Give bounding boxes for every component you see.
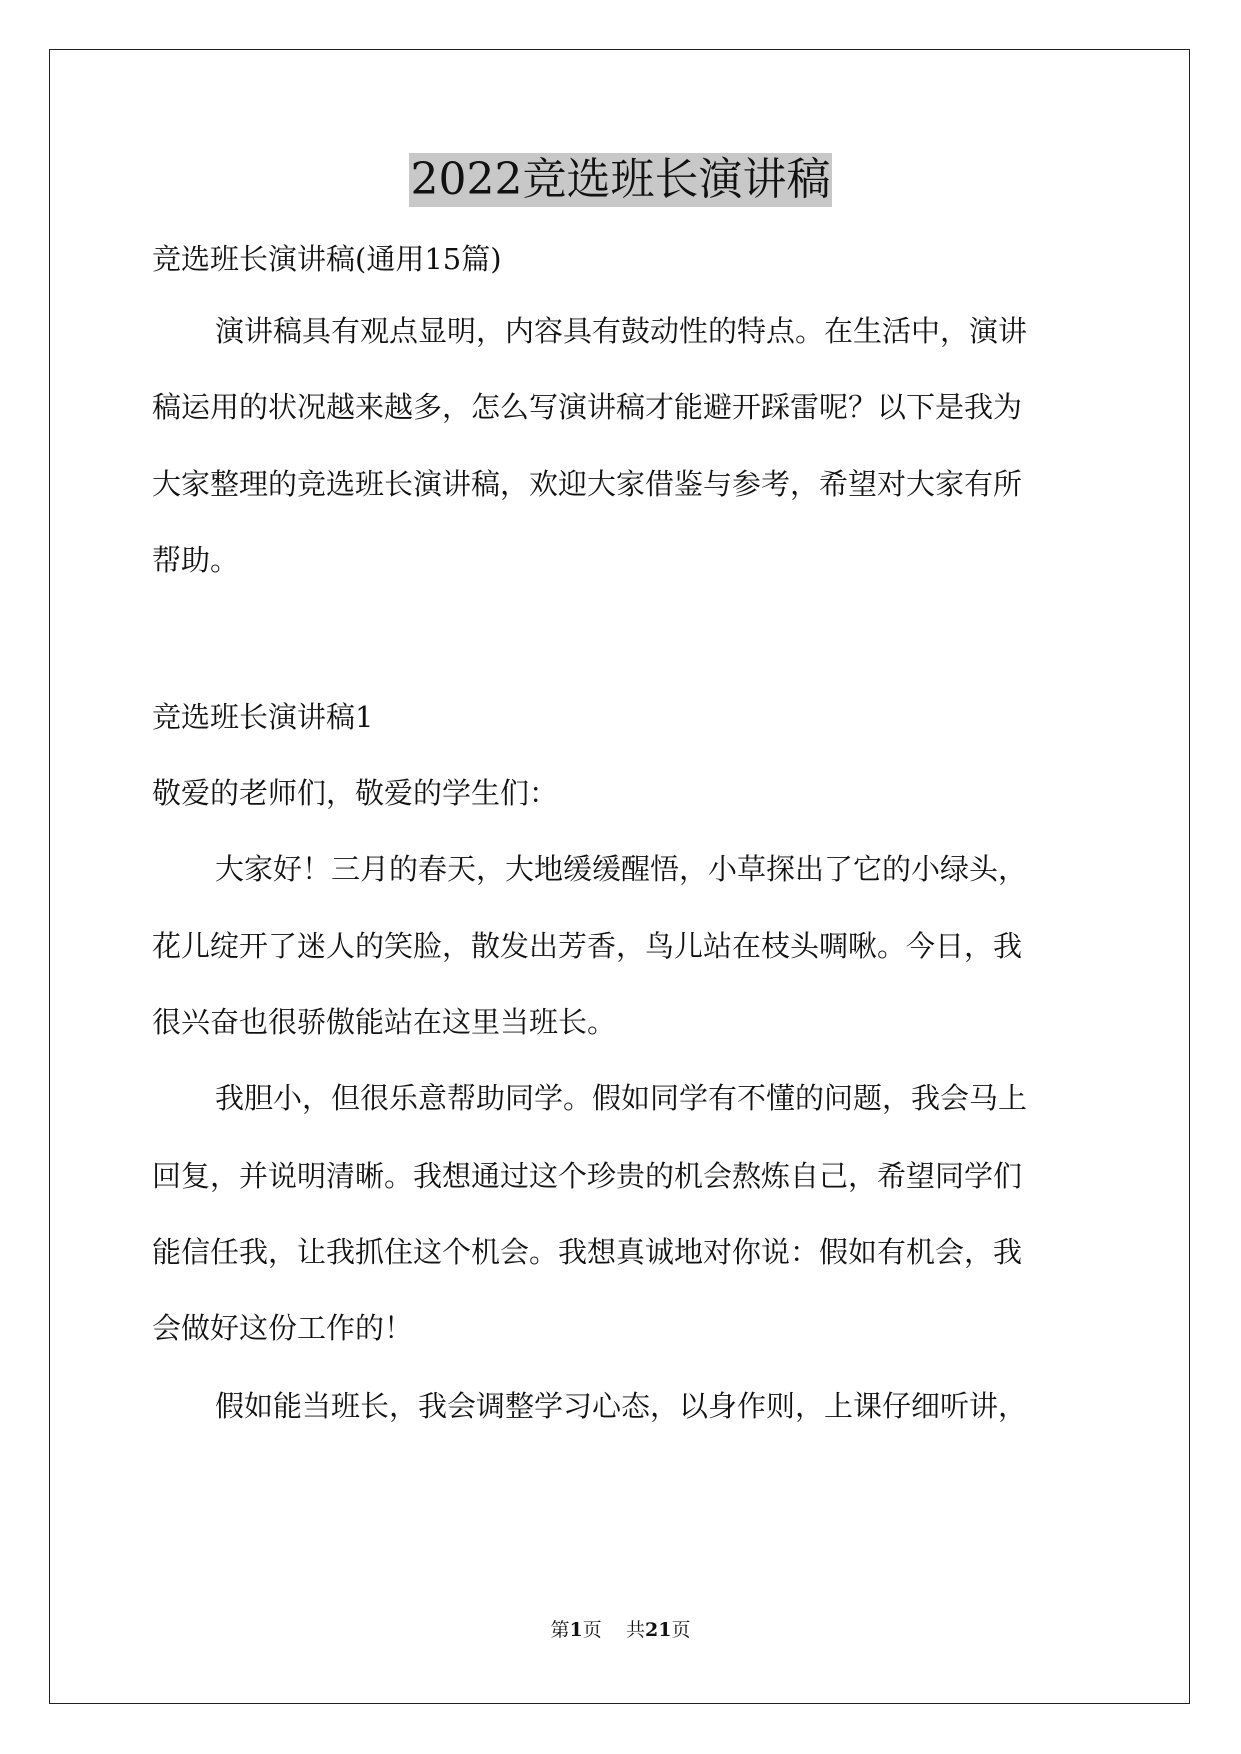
paragraph2-line-2: 回复，并说明清晰。我想通过这个珍贵的机会熬炼自己，希望同学们: [152, 1159, 1023, 1193]
footer-page-suffix: 页: [582, 1619, 602, 1641]
footer-total-prefix: 共: [625, 1619, 645, 1641]
footer-page-number: 1: [569, 1619, 583, 1641]
document-title-text: 2022竞选班长演讲稿: [410, 154, 831, 205]
paragraph1-line-3: 很兴奋也很骄傲能站在这里当班长。: [152, 1005, 617, 1039]
footer-total-pages: 21: [644, 1619, 672, 1641]
paragraph2-line-1: 我胆小，但很乐意帮助同学。假如同学有不懂的问题，我会马上: [215, 1081, 1028, 1115]
document-title: [0, 153, 1241, 207]
salutation: 敬爱的老师们，敬爱的学生们：: [152, 776, 559, 810]
intro-line-4: 帮助。: [152, 543, 240, 577]
paragraph2-line-3: 能信任我，让我抓住这个机会。我想真诚地对你说：假如有机会，我: [152, 1235, 1023, 1269]
intro-line-3: 大家整理的竞选班长演讲稿，欢迎大家借鉴与参考，希望对大家有所: [152, 467, 1023, 501]
intro-line-2: 稿运用的状况越来越多，怎么写演讲稿才能避开踩雷呢？以下是我为: [152, 390, 1023, 424]
document-subtitle: 竞选班长演讲稿(通用15篇): [152, 242, 502, 276]
footer-total-suffix: 页: [671, 1619, 691, 1641]
paragraph1-line-1: 大家好！三月的春天，大地缓缓醒悟，小草探出了它的小绿头，: [215, 852, 1028, 886]
footer-page-prefix: 第: [550, 1619, 570, 1641]
page-footer: [0, 1618, 1241, 1642]
section-heading: 竞选班长演讲稿1: [152, 700, 374, 734]
paragraph3-line-1: 假如能当班长，我会调整学习心态，以身作则，上课仔细听讲，: [215, 1389, 1028, 1423]
paragraph1-line-2: 花儿绽开了迷人的笑脸，散发出芳香，鸟儿站在枝头啁啾。今日，我: [152, 929, 1023, 963]
intro-line-1: 演讲稿具有观点显明，内容具有鼓动性的特点。在生活中，演讲: [215, 314, 1028, 348]
paragraph2-line-4: 会做好这份工作的！: [152, 1311, 414, 1345]
